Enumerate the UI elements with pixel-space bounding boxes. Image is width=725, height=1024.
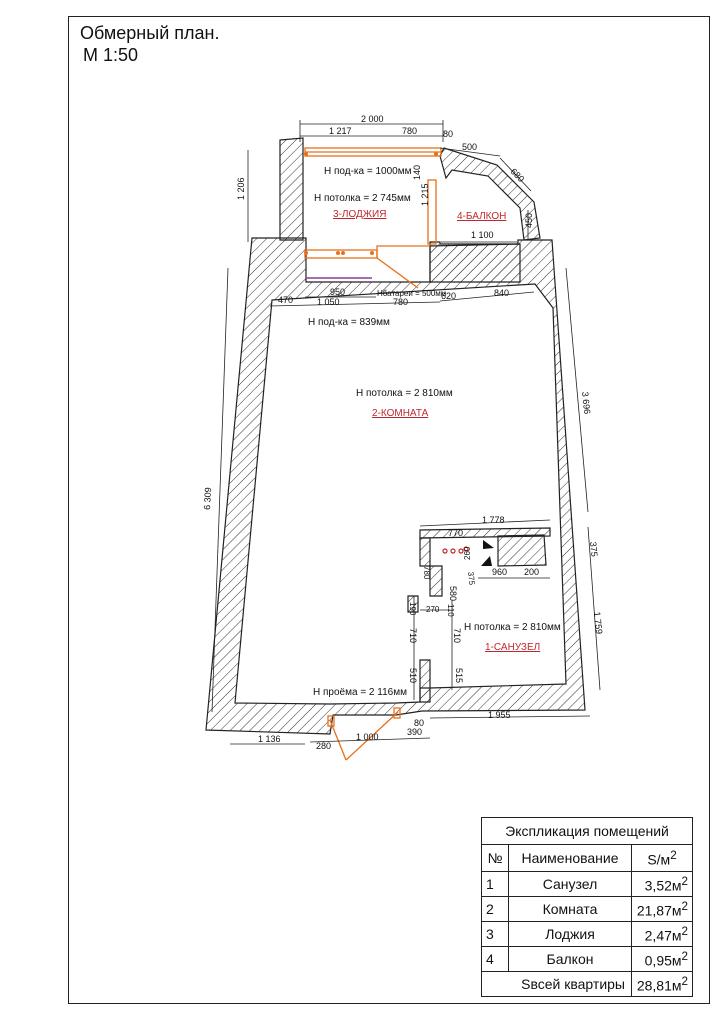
dim-3696: 3 696 xyxy=(580,391,593,415)
bath-fixture-triangles xyxy=(481,540,494,566)
bath-block xyxy=(498,535,546,566)
col-area-header: $S/м^2$ xyxy=(632,845,693,872)
dim-840: 840 xyxy=(494,288,510,298)
dim-1136: 1 136 xyxy=(258,734,281,744)
opening-height: Н проёма = 2 116мм xyxy=(313,687,407,698)
bath-ceiling-height: Н потолка = 2 810мм xyxy=(464,622,561,633)
dim-375-right: 375 xyxy=(588,541,600,558)
loggia-bottom-wall xyxy=(430,244,520,282)
room-ceiling-height: Н потолка = 2 810мм xyxy=(356,388,453,399)
dim-770: 770 xyxy=(448,528,464,538)
room-sill-height: Н под-ка = 839мм xyxy=(308,317,390,328)
total-area: $28,81м^2$ xyxy=(632,972,693,997)
total-row xyxy=(482,972,693,997)
plan-scale: М 1:50 xyxy=(83,45,139,65)
explication-table xyxy=(481,817,693,997)
col-num-header: № xyxy=(482,845,509,872)
total-label: Sвсей квартиры xyxy=(482,972,632,997)
dim-270: 270 xyxy=(426,605,440,614)
loggia-left-wall xyxy=(280,138,303,240)
dim-80-bottom: 80 xyxy=(414,718,425,728)
dimension-texts xyxy=(202,114,604,751)
dim-140: 140 xyxy=(412,164,422,180)
room-label: 2-КОМНАТА xyxy=(372,408,429,419)
dim-780-bath: 780 xyxy=(422,566,431,580)
dim-6309: 6 309 xyxy=(202,487,214,511)
dim-710-right: 710 xyxy=(452,628,462,644)
table-row: 4 Балкон $0,95м^2$ xyxy=(482,947,693,972)
table-row: 2 Комната $21,87м^2$ xyxy=(482,897,693,922)
dim-190: 190 xyxy=(408,602,417,616)
dimension-lines xyxy=(212,120,600,744)
dim-390: 390 xyxy=(407,727,423,737)
dim-280: 280 xyxy=(316,741,332,751)
dim-1100: 1 100 xyxy=(471,230,494,240)
balcony-label: 4-БАЛКОН xyxy=(457,211,507,222)
bath-partition-mid xyxy=(420,660,430,702)
table-row: 1 Санузел $3,52м^2$ xyxy=(482,872,693,897)
loggia-label: 3-ЛОДЖИЯ xyxy=(333,209,387,220)
dim-960: 960 xyxy=(492,567,508,577)
dim-515: 515 xyxy=(454,668,464,684)
dim-580: 580 xyxy=(448,586,458,602)
dim-450: 450 xyxy=(524,212,534,228)
dim-110: 110 xyxy=(446,604,455,617)
bath-left-upper xyxy=(420,538,430,566)
dim-375-bath: 375 xyxy=(466,571,477,586)
bathroom-label: 1-САНУЗЕЛ xyxy=(485,642,541,653)
dim-2000: 2 000 xyxy=(361,114,384,124)
dim-1955: 1 955 xyxy=(488,710,511,720)
col-name-header: Наименование xyxy=(509,845,632,872)
room-wall-shell xyxy=(206,238,585,734)
battery-height: Нбатареи = 500мм xyxy=(377,289,447,298)
dim-80-top: 80 xyxy=(443,129,454,139)
loggia-ceiling-height: Н потолка = 2 745мм xyxy=(314,193,411,204)
explication-caption: Экспликация помещений xyxy=(482,818,693,845)
plan-title-line1: Обмерный план. xyxy=(80,23,220,43)
loggia-sill-height: Н под-ка = 1000мм xyxy=(324,166,412,177)
dim-200: 200 xyxy=(524,567,540,577)
table-row: 3 Лоджия $2,47м^2$ xyxy=(482,922,693,947)
dim-1759: 1 759 xyxy=(592,611,605,635)
dim-510: 510 xyxy=(408,668,418,684)
dim-470: 470 xyxy=(278,295,294,305)
dim-500: 500 xyxy=(462,142,478,152)
room-window xyxy=(305,250,377,258)
dim-710-left: 710 xyxy=(408,628,418,644)
dim-1206: 1 206 xyxy=(236,177,246,200)
dim-780-top: 780 xyxy=(402,126,418,136)
dim-1215: 1 215 xyxy=(420,183,430,206)
dim-1217: 1 217 xyxy=(329,126,352,136)
dim-1050: 1 050 xyxy=(317,297,340,307)
dim-680: 680 xyxy=(508,166,527,185)
dim-620: 620 xyxy=(441,291,457,301)
dim-1000: 1 000 xyxy=(356,732,379,742)
dim-780-mid: 780 xyxy=(393,297,409,307)
dim-1778: 1 778 xyxy=(482,515,505,525)
dim-260: 260 xyxy=(463,546,472,560)
dim-950: 950 xyxy=(330,287,346,297)
